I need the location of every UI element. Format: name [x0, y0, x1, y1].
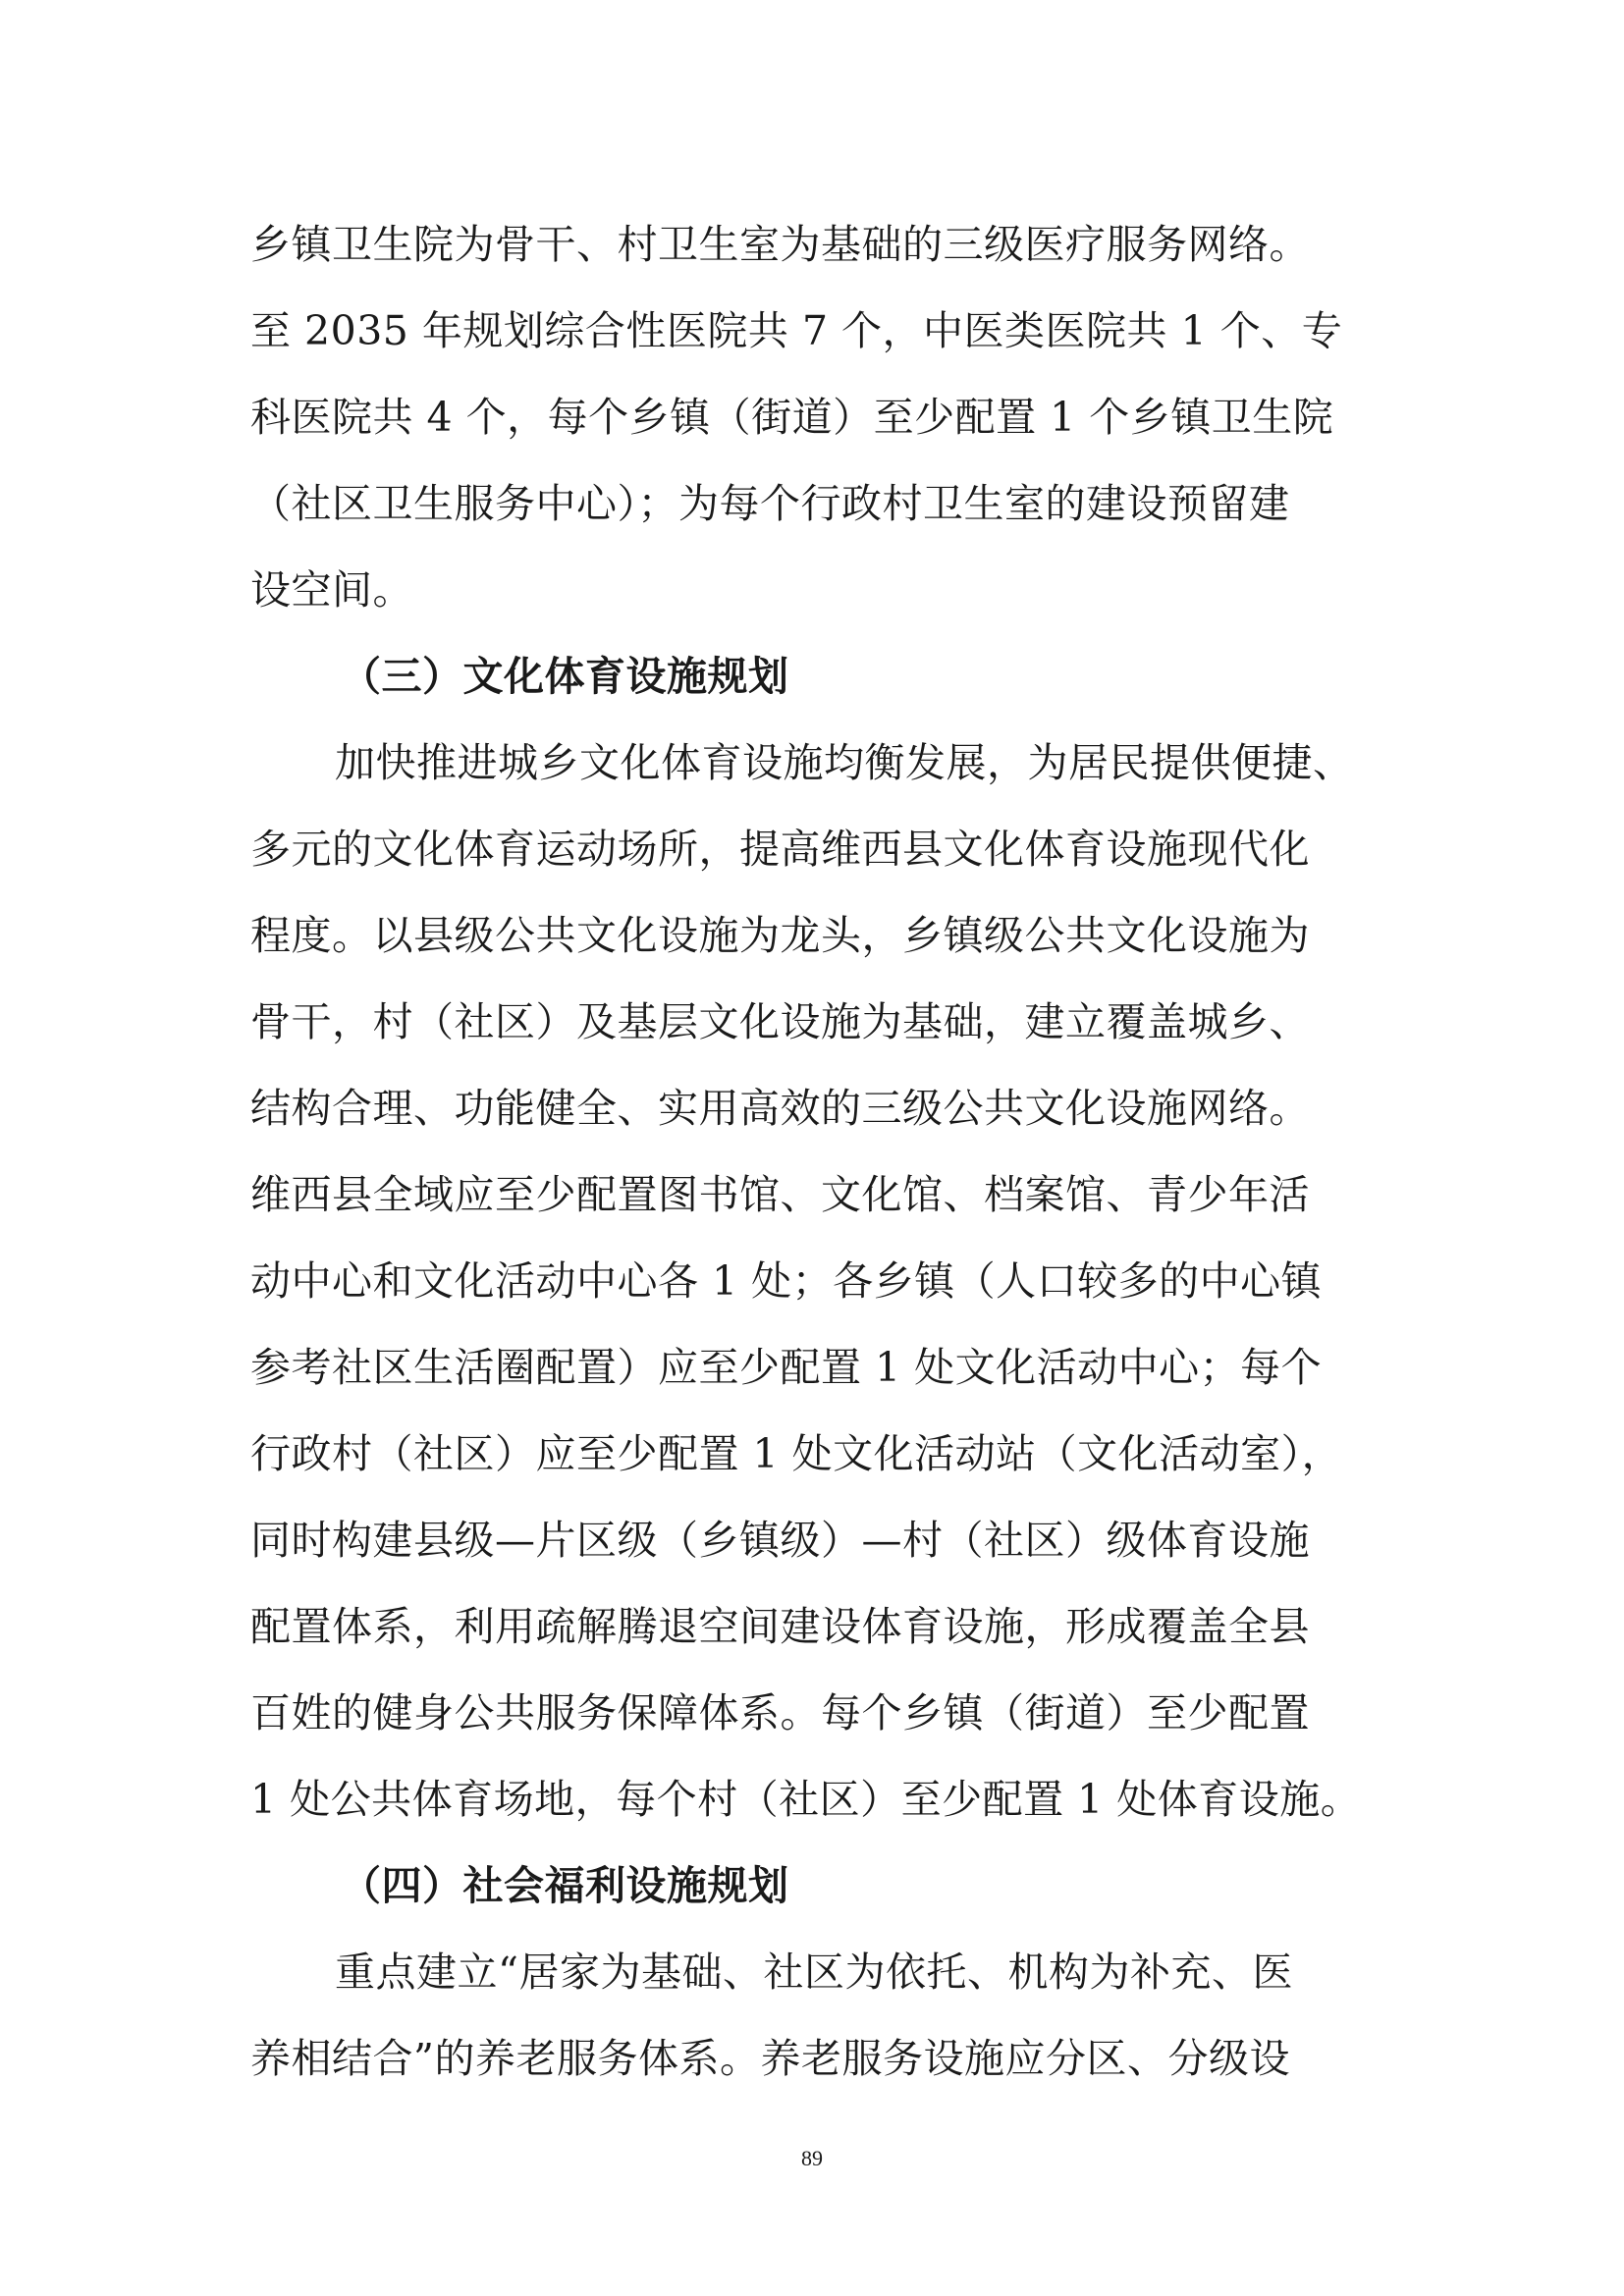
text-line: 配置体系，利用疏解腾退空间建设体育设施，形成覆盖全县 [250, 1603, 1310, 1650]
text-line: （社区卫生服务中心）；为每个行政村卫生室的建设预留建 [250, 480, 1290, 527]
text-line: 养相结合”的养老服务体系。养老服务设施应分区、分级设 [250, 2035, 1290, 2082]
text-line: 行政村（社区）应至少配置 1 处文化活动站（文化活动室）， [250, 1430, 1343, 1477]
paragraph-medical-network [250, 201, 1384, 633]
text-line: 科医院共 4 个，每个乡镇（街道）至少配置 1 个乡镇卫生院 [250, 394, 1334, 441]
text-line: 结构合理、功能健全、实用高效的三级公共文化设施网络。 [250, 1085, 1310, 1132]
text-line: 维西县全域应至少配置图书馆、文化馆、档案馆、青少年活 [250, 1171, 1310, 1218]
text-line: 程度。以县级公共文化设施为龙头，乡镇级公共文化设施为 [250, 912, 1310, 959]
paragraph-culture-sports [250, 720, 1384, 1842]
text-line: 至 2035 年规划综合性医院共 7 个，中医类医院共 1 个、专 [250, 307, 1343, 354]
text-line: 骨干，村（社区）及基层文化设施为基础，建立覆盖城乡、 [250, 998, 1310, 1045]
text-line: 同时构建县级—片区级（乡镇级）—村（社区）级体育设施 [250, 1517, 1310, 1564]
text-line: 设空间。 [250, 566, 413, 614]
text-line: 加快推进城乡文化体育设施均衡发展，为居民提供便捷、 [335, 739, 1354, 786]
text-line: 重点建立“居家为基础、社区为依托、机构为补充、医 [335, 1949, 1293, 1996]
page-body [250, 201, 1384, 2102]
paragraph-social-welfare [250, 1929, 1384, 2102]
text-line: 1 处公共体育场地，每个村（社区）至少配置 1 处体育设施。 [250, 1776, 1362, 1823]
section-heading-culture-sports: （三）文化体育设施规划 [341, 653, 789, 700]
text-line: 百姓的健身公共服务保障体系。每个乡镇（街道）至少配置 [250, 1689, 1310, 1736]
text-line: 乡镇卫生院为骨干、村卫生室为基础的三级医疗服务网络。 [250, 221, 1310, 268]
section-heading-social-welfare: （四）社会福利设施规划 [341, 1862, 789, 1909]
page-number: 89 [801, 2146, 823, 2170]
text-line: 多元的文化体育运动场所，提高维西县文化体育设施现代化 [250, 826, 1310, 873]
text-line: 动中心和文化活动中心各 1 处；各乡镇（人口较多的中心镇 [250, 1257, 1323, 1305]
text-line: 参考社区生活圈配置）应至少配置 1 处文化活动中心；每个 [250, 1344, 1323, 1391]
